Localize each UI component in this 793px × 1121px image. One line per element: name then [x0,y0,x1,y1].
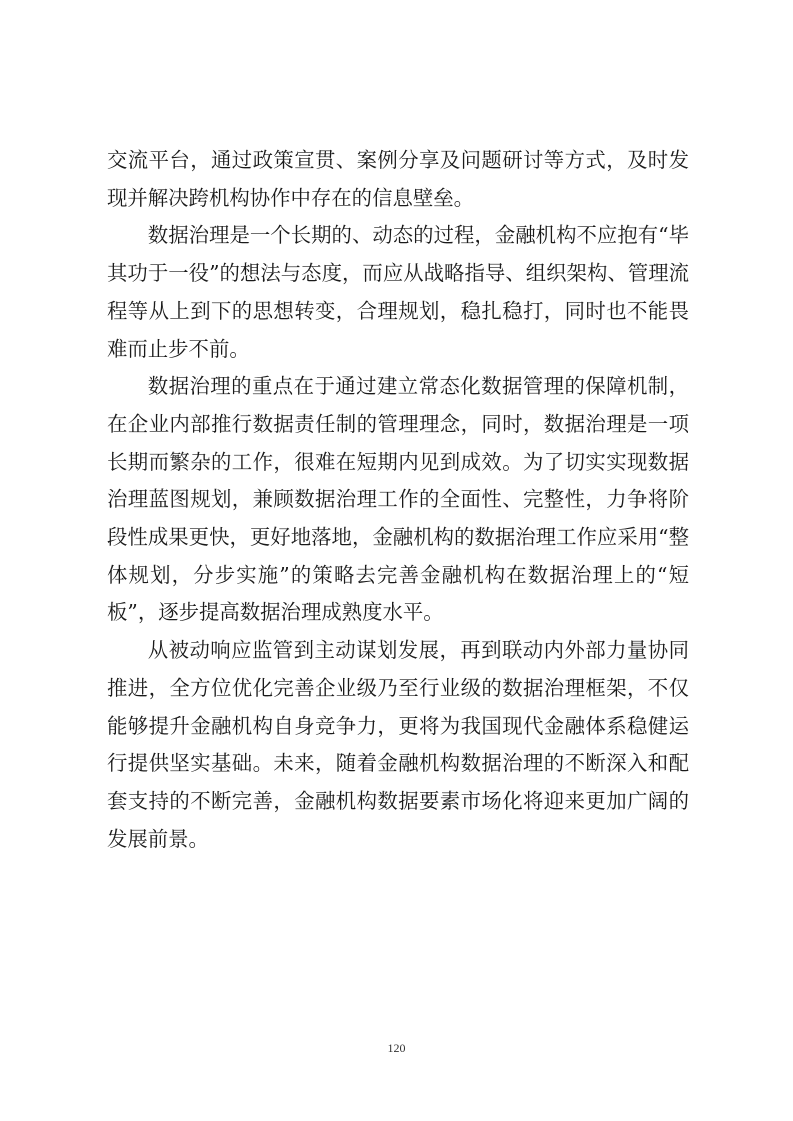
body-text [107,142,689,858]
page-number: 120 [387,1041,406,1055]
paragraph-outlook: 从被动响应监管到主动谋划发展，再到联动内外部力量协同推进，全方位优化完善企业级乃至行业级的数据治理框架，不仅能够提升金融机构自身竞争力，更将为我国现代金融体系稳健运行提供坚实基础。未来，随着金融机构数据治理的不断深入和配套支持的不断完善，金融机构数据要素市场化将迎来更加广阔的发展前景。 [107,638,689,851]
paragraph-long-term-governance: 数据治理是一个长期的、动态的过程，金融机构不应抱有“毕其功于一役”的想法与态度，而应从战略指导、组织架构、管理流程等从上到下的思想转变，合理规划，稳扎稳打，同时也不能畏难而止步不前。 [107,223,689,361]
paragraph-governance-focus: 数据治理的重点在于通过建立常态化数据管理的保障机制，在企业内部推行数据责任制的管理理念，同时，数据治理是一项长期而繁杂的工作，很难在短期内见到成效。为了切实实现数据治理蓝图规划，兼顾数据治理工作的全面性、完整性，力争将阶段性成果更快，更好地落地，金融机构的数据治理工作应采用“整体规划，分步实施”的策略去完善金融机构在数据治理上的“短板”，逐步提高数据治理成熟度水平。 [107,374,689,625]
paragraph-continued: 交流平台，通过政策宣贯、案例分享及问题研讨等方式，及时发现并解决跨机构协作中存在的信息壁垒。 [107,148,689,210]
